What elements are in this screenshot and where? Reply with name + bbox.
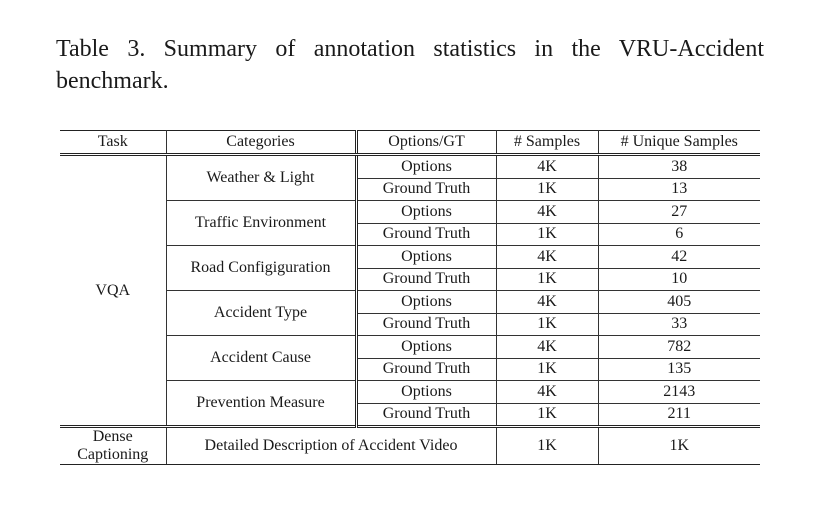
category-cell: Detailed Description of Accident Video xyxy=(166,427,496,465)
option-gt-cell: Options xyxy=(356,336,496,359)
category-cell: Road Configiguration xyxy=(166,246,356,291)
samples-cell: 1K xyxy=(496,313,598,336)
header-samples: # Samples xyxy=(496,131,598,155)
table-row xyxy=(60,155,760,179)
unique-samples-cell: 405 xyxy=(598,291,760,314)
option-gt-cell: Options xyxy=(356,291,496,314)
samples-cell: 4K xyxy=(496,246,598,269)
category-cell: Prevention Measure xyxy=(166,381,356,427)
samples-cell: 1K xyxy=(496,358,598,381)
header-unique-samples: # Unique Samples xyxy=(598,131,760,155)
category-cell: Traffic Environment xyxy=(166,201,356,246)
samples-cell: 4K xyxy=(496,291,598,314)
unique-samples-cell: 6 xyxy=(598,223,760,246)
unique-samples-cell: 42 xyxy=(598,246,760,269)
unique-samples-cell: 1K xyxy=(598,427,760,465)
header-task: Task xyxy=(60,131,166,155)
header-options-gt: Options/GT xyxy=(356,131,496,155)
option-gt-cell: Options xyxy=(356,155,496,179)
unique-samples-cell: 135 xyxy=(598,358,760,381)
category-cell: Accident Type xyxy=(166,291,356,336)
option-gt-cell: Ground Truth xyxy=(356,268,496,291)
samples-cell: 1K xyxy=(496,427,598,465)
unique-samples-cell: 13 xyxy=(598,178,760,201)
header-categories: Categories xyxy=(166,131,356,155)
option-gt-cell: Options xyxy=(356,246,496,269)
unique-samples-cell: 2143 xyxy=(598,381,760,404)
option-gt-cell: Ground Truth xyxy=(356,358,496,381)
unique-samples-cell: 33 xyxy=(598,313,760,336)
option-gt-cell: Ground Truth xyxy=(356,403,496,427)
option-gt-cell: Options xyxy=(356,381,496,404)
samples-cell: 4K xyxy=(496,155,598,179)
unique-samples-cell: 211 xyxy=(598,403,760,427)
unique-samples-cell: 38 xyxy=(598,155,760,179)
table-caption: Table 3. Summary of annotation statistics in the VRU-Accident benchmark. xyxy=(56,36,764,94)
header-row xyxy=(60,131,760,155)
option-gt-cell: Options xyxy=(356,201,496,224)
samples-cell: 4K xyxy=(496,201,598,224)
task-cell: Dense Captioning xyxy=(60,427,166,465)
annotation-statistics-table xyxy=(60,130,760,465)
samples-cell: 1K xyxy=(496,268,598,291)
unique-samples-cell: 27 xyxy=(598,201,760,224)
option-gt-cell: Ground Truth xyxy=(356,223,496,246)
category-cell: Weather & Light xyxy=(166,155,356,201)
samples-cell: 4K xyxy=(496,336,598,359)
category-cell: Accident Cause xyxy=(166,336,356,381)
option-gt-cell: Ground Truth xyxy=(356,313,496,336)
option-gt-cell: Ground Truth xyxy=(356,178,496,201)
samples-cell: 1K xyxy=(496,403,598,427)
table-row xyxy=(60,427,760,465)
unique-samples-cell: 782 xyxy=(598,336,760,359)
samples-cell: 1K xyxy=(496,178,598,201)
task-cell: VQA xyxy=(60,155,166,427)
samples-cell: 1K xyxy=(496,223,598,246)
samples-cell: 4K xyxy=(496,381,598,404)
unique-samples-cell: 10 xyxy=(598,268,760,291)
